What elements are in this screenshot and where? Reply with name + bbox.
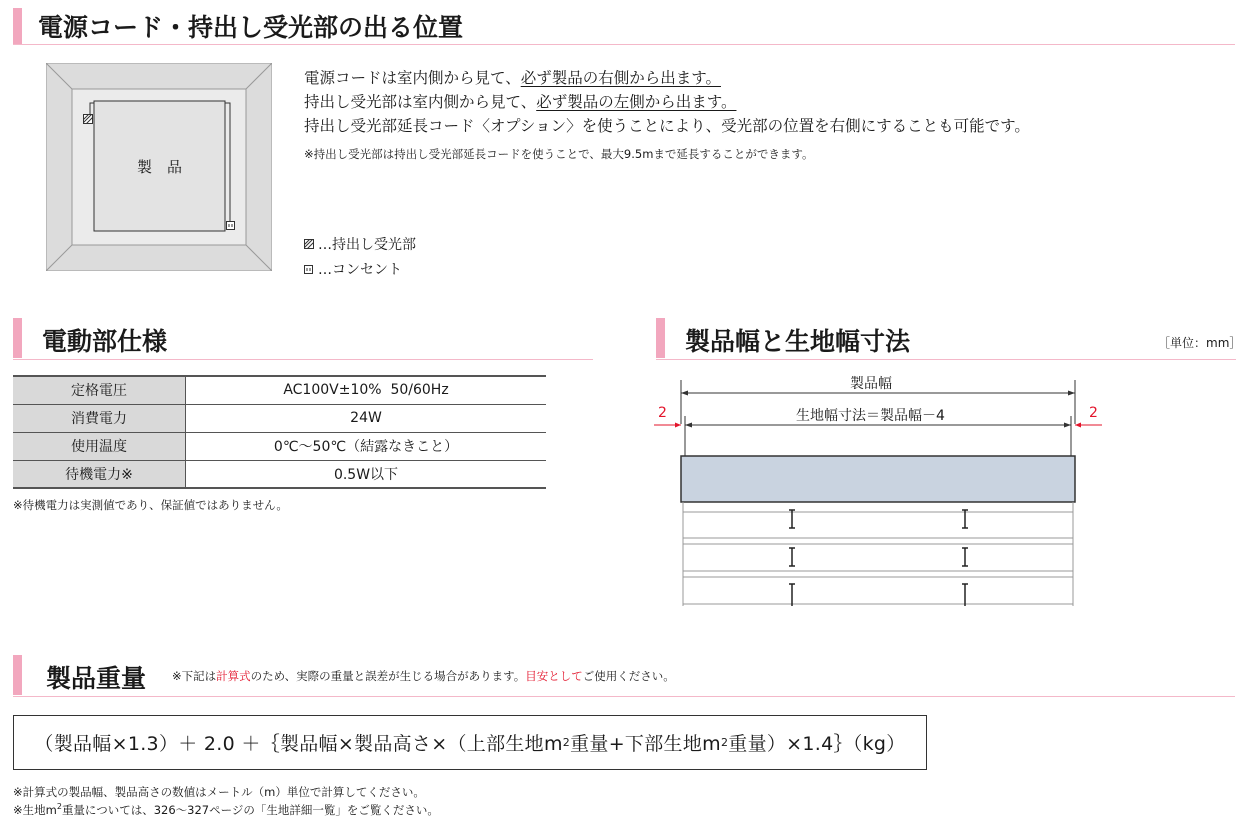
line2-underlined: 必ず製品の左側から出ます。 <box>536 93 737 111</box>
spec-note: ※待機電力は実測値であり、保証値ではありません。 <box>13 498 288 512</box>
section-title-power-cord: 電源コード・持出し受光部の出る位置 <box>38 13 464 42</box>
product-width-label: 製品幅 <box>850 376 892 392</box>
line1-underlined: 必ず製品の右側から出ます。 <box>520 69 721 87</box>
section-accent-bar <box>656 318 665 358</box>
receiver-marker-icon <box>83 114 93 124</box>
weight-formula <box>13 715 927 770</box>
formula-sup2: 2 <box>720 736 729 749</box>
power-cord-line3: 持出し受光部延長コード〈オプション〉を使うことにより、受光部の位置を右側にすることも可能です。 <box>304 117 1030 135</box>
line1-plain: 電源コードは室内側から見て、 <box>304 69 521 87</box>
weight-note-suffix: ご使用ください。 <box>582 669 675 683</box>
spec-value: 0℃～50℃（結露なきこと） <box>186 432 547 460</box>
section-title-dimensions: 製品幅と生地幅寸法 <box>685 327 911 356</box>
legend-outlet <box>304 259 402 279</box>
section-accent-bar <box>13 318 22 358</box>
footnote2-prefix: ※生地m <box>13 803 57 817</box>
formula-sup1: 2 <box>562 736 571 749</box>
spec-value: 0.5W以下 <box>186 460 547 488</box>
section-accent-bar <box>13 8 22 44</box>
section-rule <box>656 359 1236 360</box>
legend-outlet-text: …コンセント <box>318 262 402 278</box>
power-cord-line2 <box>304 90 736 112</box>
spec-label: 使用温度 <box>13 432 186 460</box>
right-margin-value: 2 <box>1089 405 1098 421</box>
spec-value: 24W <box>186 404 547 432</box>
weight-footnote-1: ※計算式の製品幅、製品高さの数値はメートル（m）単位で計算してください。 <box>13 785 425 799</box>
section-title-spec: 電動部仕様 <box>42 327 168 356</box>
formula-part1: （製品幅×1.3）＋ 2.0 ＋｛製品幅×製品高さ×（上部生地m <box>34 733 563 755</box>
table-row <box>13 432 546 460</box>
unit-label: ［単位：mm］ <box>1158 336 1242 350</box>
spec-label: 定格電圧 <box>13 376 186 404</box>
weight-note-red2: 目安として <box>525 669 583 683</box>
left-margin-value: 2 <box>658 405 667 421</box>
weight-footnote-2 <box>13 802 439 818</box>
power-cord-note: ※持出し受光部は持出し受光部延長コードを使うことで、最大9.5mまで延長することができます。 <box>304 147 814 161</box>
section-rule <box>13 359 593 360</box>
weight-note-prefix: ※下記は <box>172 669 217 683</box>
section-title-weight: 製品重量 <box>46 664 147 693</box>
power-cord-line1 <box>304 66 721 88</box>
section-rule <box>13 44 1235 45</box>
formula-part2: 重量+下部生地m <box>570 733 721 755</box>
weight-note-red1: 計算式 <box>216 669 251 683</box>
line2-plain: 持出し受光部は室内側から見て、 <box>304 93 537 111</box>
weight-note <box>172 668 675 684</box>
footnote2-sup: 2 <box>56 802 62 812</box>
formula-part3: 重量）×1.4｝（kg） <box>728 733 906 755</box>
section-accent-bar <box>13 655 22 695</box>
footnote2-suffix: 重量については、326～327ページの「生地詳細一覧」をご覧ください。 <box>61 803 439 817</box>
spec-table <box>13 375 546 489</box>
table-row <box>13 376 546 404</box>
outlet-marker-icon <box>226 221 235 230</box>
spec-label: 待機電力※ <box>13 460 186 488</box>
table-row <box>13 404 546 432</box>
table-row <box>13 460 546 488</box>
section-rule <box>13 696 1235 697</box>
weight-note-mid: のため、実際の重量と誤差が生じる場合があります。 <box>250 669 526 683</box>
legend-receiver <box>304 234 416 254</box>
width-dimension-diagram <box>650 366 1110 608</box>
diagram-product-label: 製 品 <box>137 158 183 176</box>
outlet-legend-icon <box>304 265 313 274</box>
fabric-width-label: 生地幅寸法＝製品幅－4 <box>796 408 945 424</box>
spec-value: AC100V±10% 50/60Hz <box>186 376 547 404</box>
spec-label: 消費電力 <box>13 404 186 432</box>
legend-receiver-text: …持出し受光部 <box>318 237 416 253</box>
receiver-legend-icon <box>304 239 314 249</box>
